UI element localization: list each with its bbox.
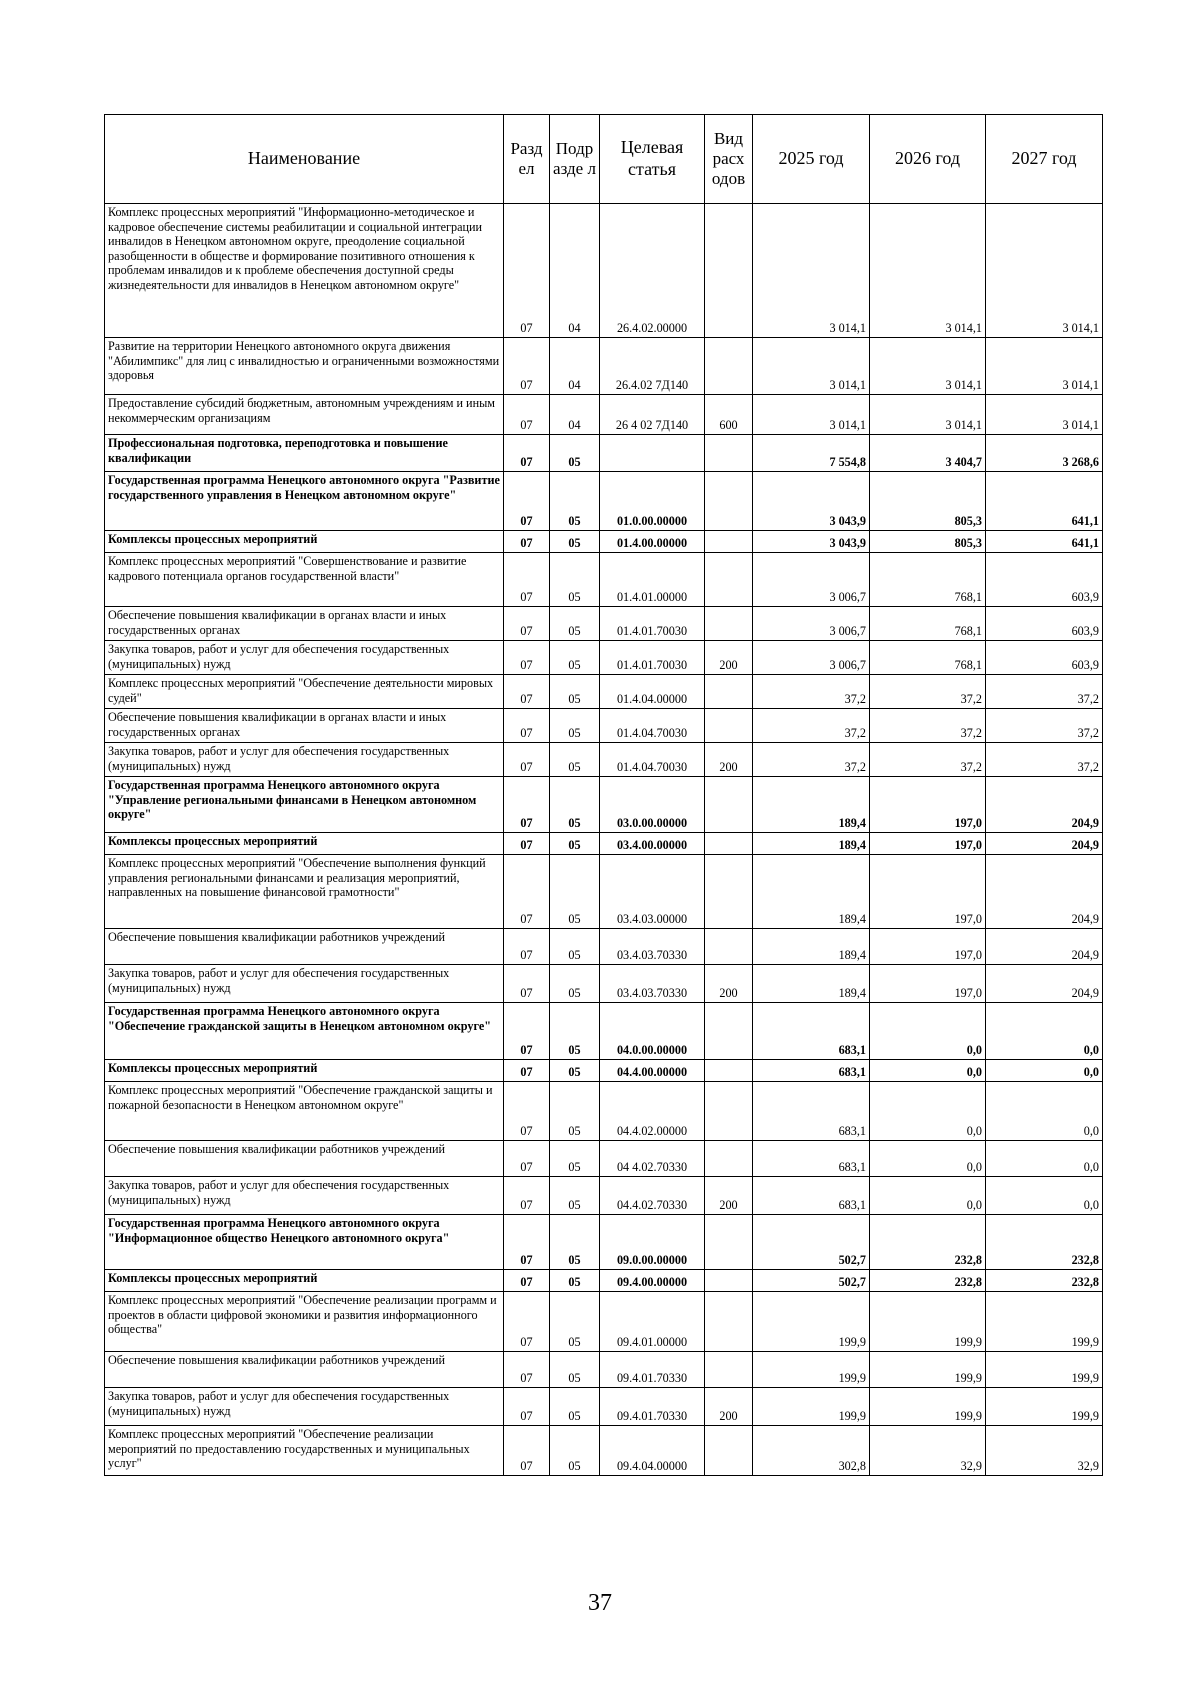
cell-section: 07 [504,709,550,743]
cell-2026: 32,9 [870,1426,986,1476]
cell-name: Обеспечение повышения квалификации работников учреждений [105,1352,504,1388]
cell-subsection: 05 [550,1270,600,1292]
cell-2026: 197,0 [870,833,986,855]
cell-target: 01.4.01.70030 [600,641,705,675]
cell-expense-type: 600 [705,395,753,435]
cell-section: 07 [504,777,550,833]
cell-subsection: 05 [550,1060,600,1082]
cell-section: 07 [504,855,550,929]
cell-target: 09.4.01.70330 [600,1352,705,1388]
cell-2027: 0,0 [986,1003,1103,1060]
cell-name: Комплекс процессных мероприятий "Обеспечение гражданской защиты и пожарной безопасности в Ненецком автономном округе" [105,1082,504,1141]
cell-2026: 768,1 [870,553,986,607]
cell-2025: 189,4 [753,965,870,1003]
cell-subsection: 05 [550,1292,600,1352]
cell-section: 07 [504,1060,550,1082]
table-row [105,675,1103,709]
cell-name: Комплексы процессных мероприятий [105,531,504,553]
cell-name: Государственная программа Ненецкого автономного округа "Развитие государственного управления в Ненецком автономном округе" [105,472,504,531]
cell-expense-type [705,338,753,395]
cell-2025: 37,2 [753,743,870,777]
table-row [105,965,1103,1003]
cell-name: Комплекс процессных мероприятий "Обеспечение реализации программ и проектов в области цифровой экономики и развития информационного общества" [105,1292,504,1352]
cell-2025: 302,8 [753,1426,870,1476]
table-row [105,395,1103,435]
cell-2026: 232,8 [870,1270,986,1292]
cell-name: Комплекс процессных мероприятий "Обеспечение деятельности мировых судей" [105,675,504,709]
cell-2027: 3 014,1 [986,338,1103,395]
cell-2026: 199,9 [870,1388,986,1426]
cell-section: 07 [504,1292,550,1352]
cell-subsection: 05 [550,472,600,531]
cell-expense-type [705,553,753,607]
cell-2025: 3 014,1 [753,338,870,395]
cell-name: Государственная программа Ненецкого автономного округа "Обеспечение гражданской защиты в Ненецком автономном округе" [105,1003,504,1060]
cell-2026: 3 014,1 [870,338,986,395]
cell-2026: 0,0 [870,1177,986,1215]
cell-2027: 204,9 [986,929,1103,965]
cell-section: 07 [504,641,550,675]
cell-2027: 199,9 [986,1292,1103,1352]
cell-2026: 805,3 [870,472,986,531]
table-row [105,709,1103,743]
header-target: Целевая статья [600,115,705,204]
cell-2025: 683,1 [753,1060,870,1082]
cell-name: Обеспечение повышения квалификации в органах власти и иных государственных органах [105,709,504,743]
cell-2026: 768,1 [870,641,986,675]
cell-target: 03.4.03.70330 [600,965,705,1003]
cell-2027: 641,1 [986,472,1103,531]
cell-target: 09.4.01.00000 [600,1292,705,1352]
cell-expense-type: 200 [705,965,753,1003]
cell-2027: 3 014,1 [986,395,1103,435]
table-row [105,1082,1103,1141]
cell-2027: 603,9 [986,641,1103,675]
page-number: 37 [588,1590,612,1616]
cell-target: 04.4.00.00000 [600,1060,705,1082]
cell-2026: 199,9 [870,1352,986,1388]
table-row [105,1141,1103,1177]
cell-expense-type [705,435,753,472]
cell-subsection: 05 [550,553,600,607]
cell-target: 09.4.04.00000 [600,1426,705,1476]
cell-2025: 7 554,8 [753,435,870,472]
cell-2027: 0,0 [986,1177,1103,1215]
cell-2026: 0,0 [870,1141,986,1177]
header-2026: 2026 год [870,115,986,204]
cell-name: Комплексы процессных мероприятий [105,1060,504,1082]
cell-expense-type: 200 [705,743,753,777]
cell-name: Закупка товаров, работ и услуг для обеспечения государственных (муниципальных) нужд [105,1388,504,1426]
cell-section: 07 [504,1177,550,1215]
cell-section: 07 [504,1141,550,1177]
cell-2026: 197,0 [870,965,986,1003]
cell-target: 01.4.01.70030 [600,607,705,641]
cell-2027: 603,9 [986,553,1103,607]
cell-expense-type [705,675,753,709]
cell-2025: 189,4 [753,929,870,965]
cell-2025: 189,4 [753,833,870,855]
header-expense-type: Вид расх одов [705,115,753,204]
cell-2027: 603,9 [986,607,1103,641]
cell-name: Обеспечение повышения квалификации в органах власти и иных государственных органах [105,607,504,641]
cell-subsection: 05 [550,1388,600,1426]
cell-expense-type [705,1060,753,1082]
cell-target [600,435,705,472]
cell-2026: 3 014,1 [870,204,986,338]
cell-2027: 204,9 [986,833,1103,855]
header-section: Разд ел [504,115,550,204]
cell-subsection: 05 [550,675,600,709]
cell-2025: 199,9 [753,1388,870,1426]
cell-target: 09.4.00.00000 [600,1270,705,1292]
cell-section: 07 [504,472,550,531]
cell-section: 07 [504,1426,550,1476]
cell-2025: 3 014,1 [753,204,870,338]
cell-2025: 683,1 [753,1141,870,1177]
table-row [105,641,1103,675]
table-row [105,435,1103,472]
cell-2027: 204,9 [986,855,1103,929]
cell-2027: 0,0 [986,1060,1103,1082]
cell-2025: 3 006,7 [753,607,870,641]
cell-subsection: 05 [550,1177,600,1215]
cell-subsection: 05 [550,855,600,929]
cell-expense-type: 200 [705,1388,753,1426]
table-row [105,833,1103,855]
cell-2025: 199,9 [753,1352,870,1388]
table-row [105,1060,1103,1082]
cell-expense-type [705,929,753,965]
table-row [105,743,1103,777]
cell-subsection: 05 [550,1141,600,1177]
cell-target: 03.0.00.00000 [600,777,705,833]
table-row [105,777,1103,833]
table-row [105,338,1103,395]
cell-target: 01.4.00.00000 [600,531,705,553]
cell-2026: 197,0 [870,777,986,833]
cell-expense-type [705,1270,753,1292]
header-subsection: Подр азде л [550,115,600,204]
cell-expense-type [705,204,753,338]
cell-section: 07 [504,531,550,553]
cell-section: 07 [504,965,550,1003]
cell-name: Закупка товаров, работ и услуг для обеспечения государственных (муниципальных) нужд [105,641,504,675]
cell-section: 07 [504,395,550,435]
cell-2027: 232,8 [986,1215,1103,1270]
table-row [105,1352,1103,1388]
table-row [105,204,1103,338]
cell-expense-type [705,833,753,855]
table-row [105,1003,1103,1060]
cell-expense-type [705,1082,753,1141]
cell-2026: 768,1 [870,607,986,641]
cell-target: 26 4 02 7Д140 [600,395,705,435]
cell-2025: 683,1 [753,1003,870,1060]
cell-section: 07 [504,833,550,855]
table-row [105,1292,1103,1352]
cell-subsection: 05 [550,531,600,553]
cell-2025: 189,4 [753,855,870,929]
cell-subsection: 05 [550,1426,600,1476]
cell-2026: 197,0 [870,929,986,965]
cell-section: 07 [504,1215,550,1270]
cell-subsection: 05 [550,1003,600,1060]
cell-2027: 3 268,6 [986,435,1103,472]
cell-expense-type [705,1003,753,1060]
table-row [105,1388,1103,1426]
cell-target: 26.4.02.00000 [600,204,705,338]
cell-name: Государственная программа Ненецкого автономного округа "Управление региональными финансами в Ненецком автономном округе" [105,777,504,833]
cell-section: 07 [504,204,550,338]
cell-section: 07 [504,675,550,709]
cell-subsection: 05 [550,607,600,641]
cell-section: 07 [504,1270,550,1292]
cell-target: 01.4.04.00000 [600,675,705,709]
table-row [105,855,1103,929]
cell-section: 07 [504,743,550,777]
cell-subsection: 05 [550,641,600,675]
cell-2027: 37,2 [986,675,1103,709]
cell-name: Развитие на территории Ненецкого автономного округа движения "Абилимпикс" для лиц с инвалидностью и ограниченными возможностями здоровья [105,338,504,395]
cell-section: 07 [504,929,550,965]
cell-name: Закупка товаров, работ и услуг для обеспечения государственных (муниципальных) нужд [105,965,504,1003]
cell-section: 07 [504,553,550,607]
cell-target: 01.4.01.00000 [600,553,705,607]
cell-2025: 683,1 [753,1082,870,1141]
cell-subsection: 05 [550,709,600,743]
cell-2025: 37,2 [753,675,870,709]
cell-name: Профессиональная подготовка, переподготовка и повышение квалификации [105,435,504,472]
cell-2026: 3 404,7 [870,435,986,472]
cell-target: 01.4.04.70030 [600,709,705,743]
cell-name: Комплекс процессных мероприятий "Информационно-методическое и кадровое обеспечение системы реабилитации и социальной интеграции инвалидов в Ненецком автономном округе, преодоление социальной разобщенности в обществе и формирование позитивного отношения к проблемам инвалидов и к проблеме обеспечения доступной среды жизнедеятельности для инвалидов в Ненецком автономном округе" [105,204,504,338]
table-row [105,1426,1103,1476]
cell-2026: 197,0 [870,855,986,929]
cell-target: 01.0.00.00000 [600,472,705,531]
cell-expense-type [705,472,753,531]
cell-name: Комплекс процессных мероприятий "Обеспечение выполнения функций управления региональными финансами и реализация мероприятий, направленных на повышение финансовой грамотности" [105,855,504,929]
cell-target: 01.4.04.70030 [600,743,705,777]
cell-name: Предоставление субсидий бюджетным, автономным учреждениям и иным некоммерческим организациям [105,395,504,435]
cell-name: Закупка товаров, работ и услуг для обеспечения государственных (муниципальных) нужд [105,743,504,777]
cell-2026: 805,3 [870,531,986,553]
cell-section: 07 [504,1082,550,1141]
cell-expense-type [705,1215,753,1270]
cell-expense-type: 200 [705,1177,753,1215]
cell-section: 07 [504,1003,550,1060]
cell-2027: 204,9 [986,965,1103,1003]
cell-target: 09.0.00.00000 [600,1215,705,1270]
cell-2027: 641,1 [986,531,1103,553]
cell-section: 07 [504,1388,550,1426]
cell-2026: 232,8 [870,1215,986,1270]
cell-2027: 32,9 [986,1426,1103,1476]
cell-2026: 37,2 [870,709,986,743]
cell-expense-type [705,709,753,743]
cell-2025: 37,2 [753,709,870,743]
cell-subsection: 05 [550,833,600,855]
table-body [105,204,1103,1476]
cell-2026: 37,2 [870,675,986,709]
header-name: Наименование [105,115,504,204]
cell-2027: 199,9 [986,1352,1103,1388]
cell-subsection: 04 [550,204,600,338]
table-row [105,553,1103,607]
cell-2026: 0,0 [870,1060,986,1082]
cell-subsection: 05 [550,1352,600,1388]
cell-name: Обеспечение повышения квалификации работников учреждений [105,929,504,965]
cell-subsection: 05 [550,743,600,777]
cell-target: 04.4.02.00000 [600,1082,705,1141]
table-row [105,1177,1103,1215]
cell-2027: 37,2 [986,709,1103,743]
table-row [105,607,1103,641]
cell-name: Закупка товаров, работ и услуг для обеспечения государственных (муниципальных) нужд [105,1177,504,1215]
cell-subsection: 04 [550,395,600,435]
cell-expense-type [705,1292,753,1352]
cell-subsection: 05 [550,965,600,1003]
cell-2027: 3 014,1 [986,204,1103,338]
cell-subsection: 05 [550,435,600,472]
cell-2027: 0,0 [986,1082,1103,1141]
cell-expense-type: 200 [705,641,753,675]
cell-section: 07 [504,435,550,472]
header-row [105,115,1103,204]
cell-2025: 683,1 [753,1177,870,1215]
cell-expense-type [705,777,753,833]
cell-target: 09.4.01.70330 [600,1388,705,1426]
cell-2025: 199,9 [753,1292,870,1352]
cell-2027: 37,2 [986,743,1103,777]
cell-subsection: 05 [550,777,600,833]
cell-2025: 3 006,7 [753,553,870,607]
cell-target: 26.4.02 7Д140 [600,338,705,395]
cell-name: Комплексы процессных мероприятий [105,833,504,855]
cell-target: 03.4.03.70330 [600,929,705,965]
cell-name: Комплекс процессных мероприятий "Совершенствование и развитие кадрового потенциала органов государственной власти" [105,553,504,607]
cell-2025: 3 043,9 [753,531,870,553]
cell-expense-type [705,607,753,641]
cell-2025: 3 043,9 [753,472,870,531]
cell-2027: 0,0 [986,1141,1103,1177]
table-row [105,1270,1103,1292]
cell-section: 07 [504,338,550,395]
cell-target: 04 4.02.70330 [600,1141,705,1177]
table-row [105,472,1103,531]
cell-target: 03.4.03.00000 [600,855,705,929]
cell-target: 04.0.00.00000 [600,1003,705,1060]
table-row [105,929,1103,965]
cell-2026: 3 014,1 [870,395,986,435]
cell-2025: 3 006,7 [753,641,870,675]
cell-subsection: 05 [550,1215,600,1270]
header-2025: 2025 год [753,115,870,204]
cell-2027: 204,9 [986,777,1103,833]
cell-subsection: 05 [550,929,600,965]
cell-expense-type [705,1141,753,1177]
cell-2026: 37,2 [870,743,986,777]
table-row [105,1215,1103,1270]
cell-2026: 0,0 [870,1082,986,1141]
cell-2025: 189,4 [753,777,870,833]
cell-2027: 199,9 [986,1388,1103,1426]
cell-2025: 3 014,1 [753,395,870,435]
header-2027: 2027 год [986,115,1103,204]
cell-name: Комплексы процессных мероприятий [105,1270,504,1292]
cell-name: Государственная программа Ненецкого автономного округа "Информационное общество Ненецкого автономного округа" [105,1215,504,1270]
cell-expense-type [705,1426,753,1476]
cell-subsection: 04 [550,338,600,395]
cell-2026: 199,9 [870,1292,986,1352]
cell-2025: 502,7 [753,1215,870,1270]
budget-table [104,114,1103,1476]
cell-target: 04.4.02.70330 [600,1177,705,1215]
cell-name: Комплекс процессных мероприятий "Обеспечение реализации мероприятий по предоставлению государственных и муниципальных услуг" [105,1426,504,1476]
cell-2027: 232,8 [986,1270,1103,1292]
cell-expense-type [705,1352,753,1388]
table-row [105,531,1103,553]
cell-expense-type [705,855,753,929]
cell-2026: 0,0 [870,1003,986,1060]
cell-subsection: 05 [550,1082,600,1141]
cell-section: 07 [504,607,550,641]
cell-expense-type [705,531,753,553]
cell-target: 03.4.00.00000 [600,833,705,855]
cell-2025: 502,7 [753,1270,870,1292]
cell-name: Обеспечение повышения квалификации работников учреждений [105,1141,504,1177]
cell-section: 07 [504,1352,550,1388]
